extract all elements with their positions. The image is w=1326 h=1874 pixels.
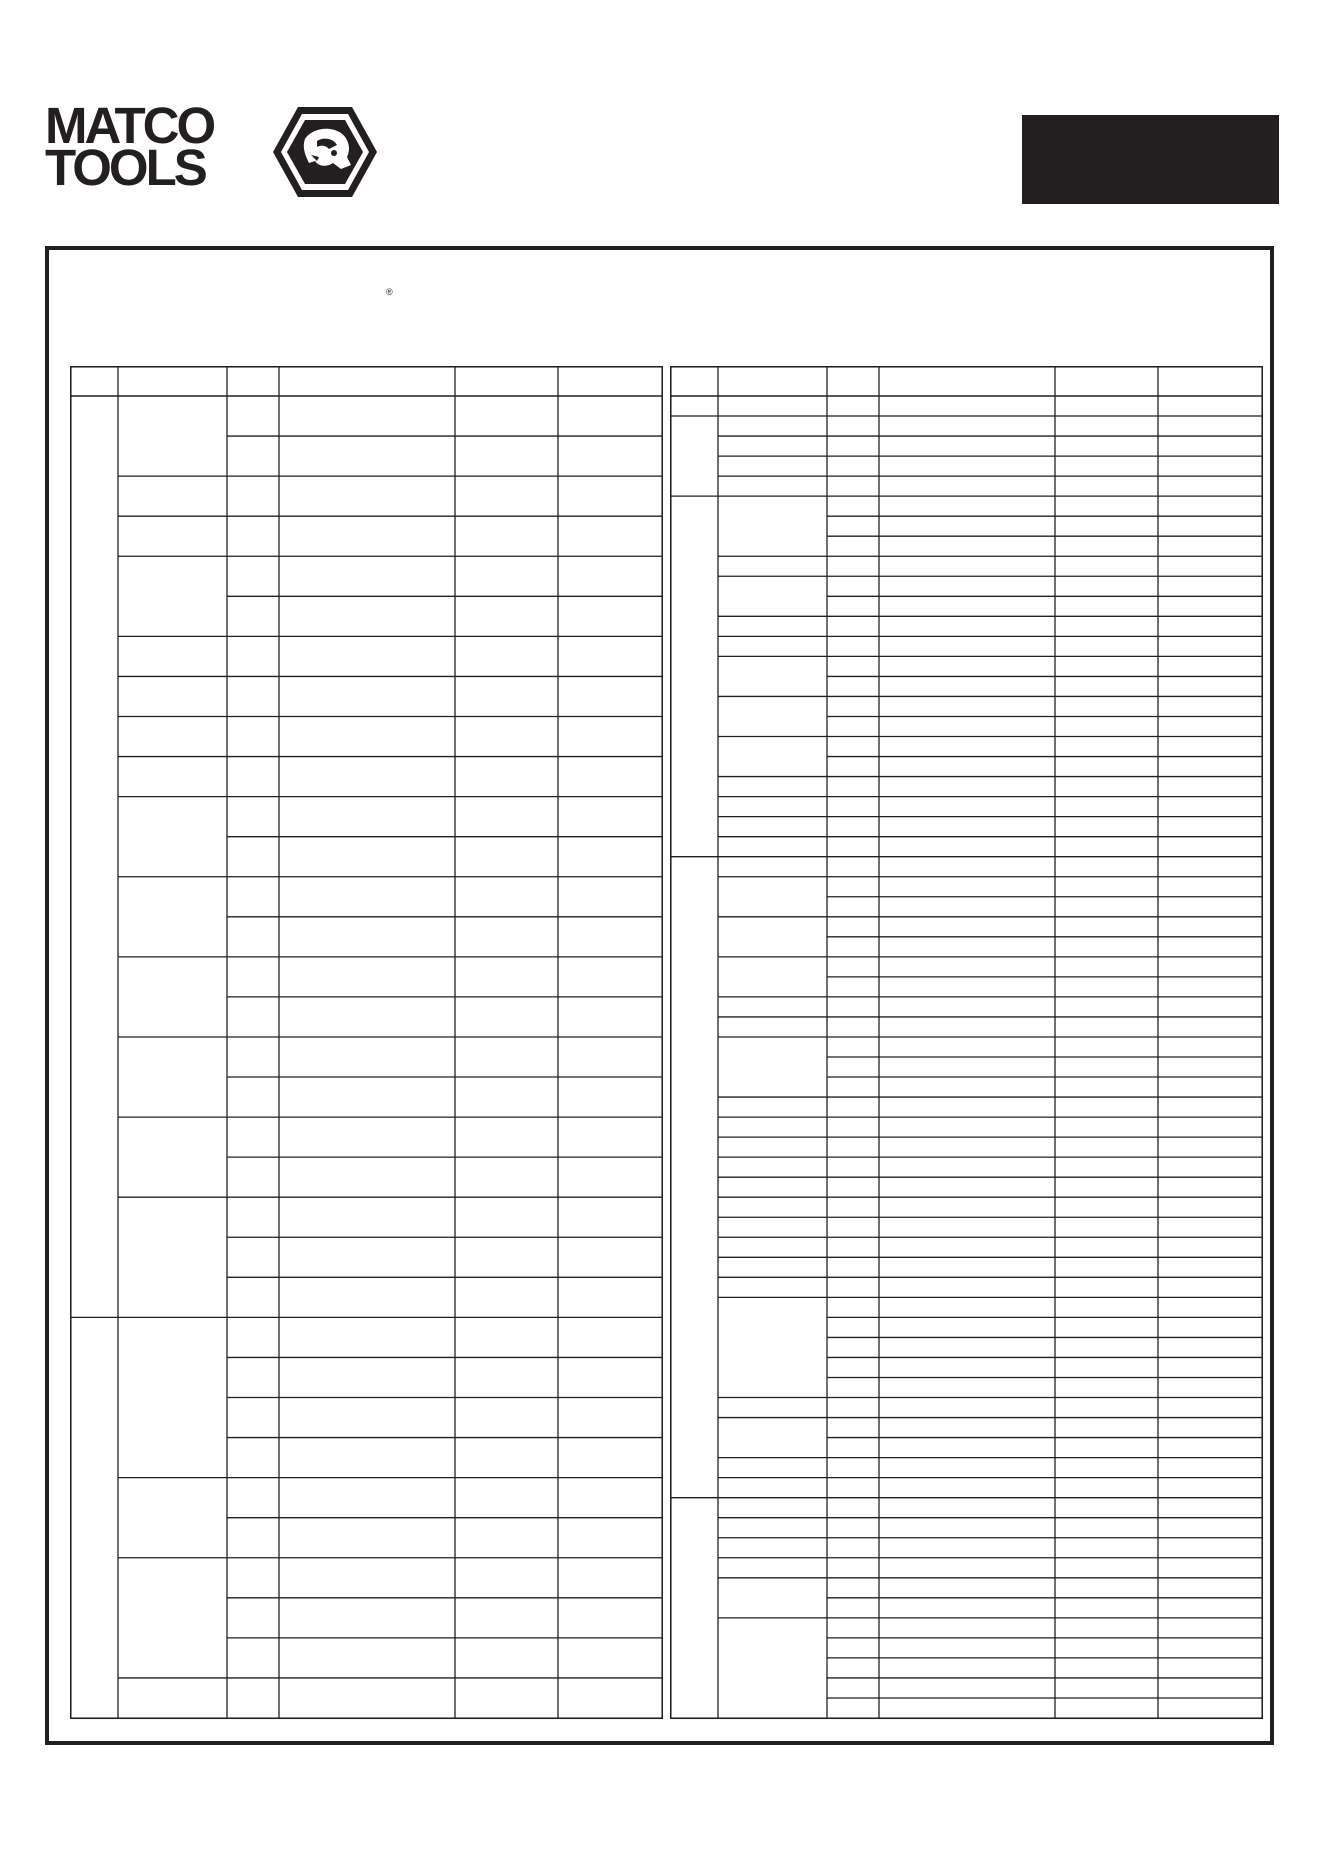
logo-word-matco: MATCO xyxy=(45,97,214,154)
right-table-grid xyxy=(670,366,1263,1720)
left-table xyxy=(70,366,663,1720)
right-table-border xyxy=(671,367,1263,1719)
registered-mark: ® xyxy=(386,287,393,297)
title-block xyxy=(1022,115,1279,204)
logo-wordmark xyxy=(45,97,270,196)
left-table-grid xyxy=(70,366,663,1720)
right-table xyxy=(670,366,1263,1720)
left-table-border xyxy=(71,367,663,1719)
logo-word-tools: TOOLS xyxy=(45,139,205,196)
hexagon-bulldog-icon xyxy=(271,105,379,199)
matco-tools-logo xyxy=(45,97,393,297)
